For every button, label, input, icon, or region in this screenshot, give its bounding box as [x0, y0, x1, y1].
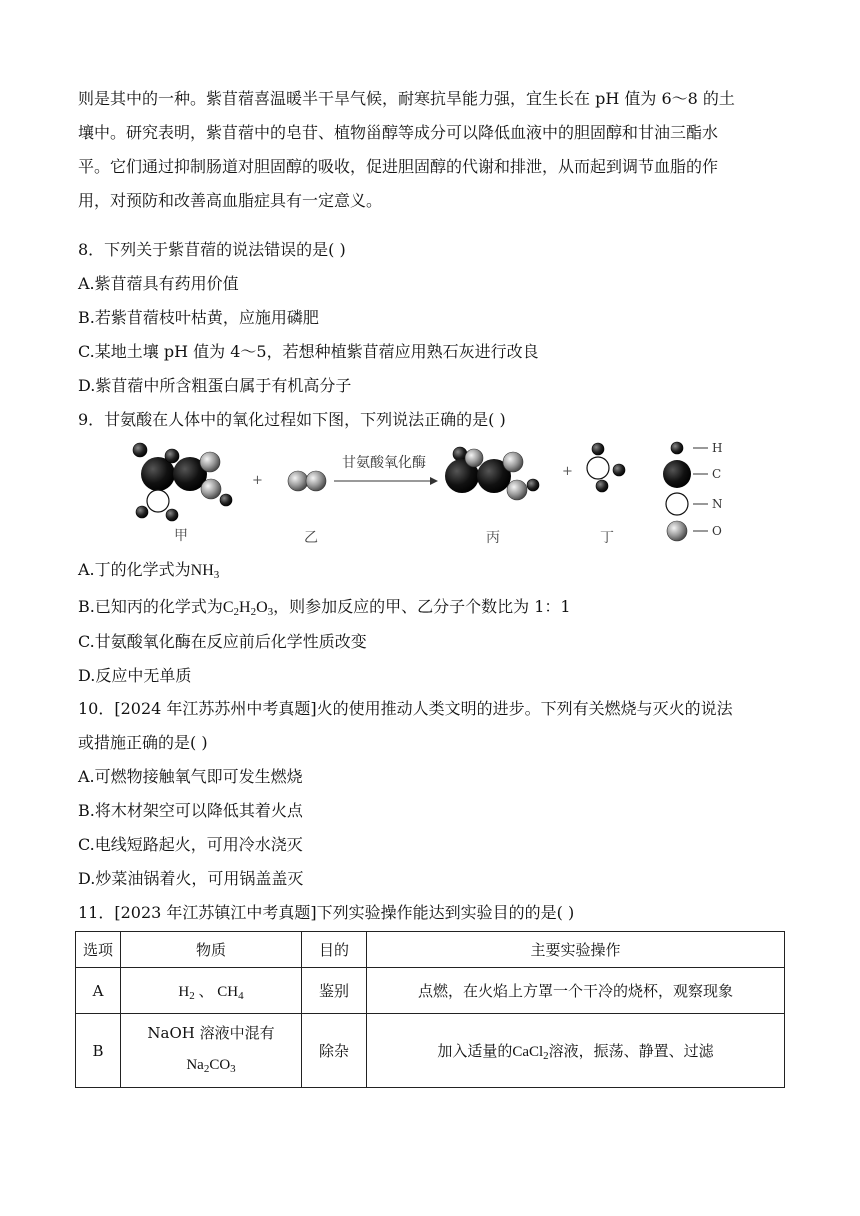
row-b-op-formula	[512, 1044, 548, 1060]
row-b-op-sub: 2	[543, 1049, 549, 1062]
q10-option-a: A.可燃物接触氧气即可发生燃烧	[78, 767, 303, 786]
q10-stem-line-2: 或措施正确的是( )	[78, 733, 208, 752]
row-a-sep: 、	[194, 983, 218, 1000]
intro-line-1: 则是其中的一种。紫苜蓿喜温暖半干旱气候，耐寒抗旱能力强，宜生长在 pH 值为 6～8 的土	[78, 89, 735, 108]
reaction-arrow	[334, 477, 438, 485]
row-b-substance-line1: NaOH 溶液中混有	[147, 1023, 275, 1042]
row-a-substance	[121, 968, 302, 1014]
q8-stem: 8．下列关于紫苜蓿的说法错误的是( )	[78, 240, 346, 259]
row-b-f1: Na	[186, 1056, 204, 1073]
q8-option-b: B.若紫苜蓿枝叶枯黄，应施用磷肥	[78, 308, 319, 327]
intro-line-2: 壤中。研究表明，紫苜蓿中的皂苷、植物甾醇等成分可以降低血液中的胆固醇和甘油三酯水	[78, 123, 719, 142]
atom-legend	[663, 441, 723, 541]
q10-option-d: D.炒菜油锅着火，可用锅盖盖灭	[78, 869, 304, 888]
q9-option-b	[78, 595, 571, 624]
legend-n: N	[712, 497, 723, 511]
header-operation: 主要实验操作	[367, 932, 785, 968]
label-jia: 甲	[174, 528, 188, 544]
q10-stem-line-1: 10．[2024 年江苏苏州中考真题]火的使用推动人类文明的进步。下列有关燃烧与灭火的说法	[78, 699, 733, 718]
q9-b-formula	[223, 599, 273, 616]
row-a-s1-sub: 2	[189, 989, 195, 1002]
q9-a-text: A.丁的化学式为	[78, 560, 191, 579]
label-bing: 丙	[486, 530, 500, 546]
q9-b-s3: 3	[267, 606, 274, 618]
header-purpose: 目的	[302, 932, 367, 968]
molecule-ding	[587, 443, 625, 492]
legend-o: O	[712, 524, 722, 538]
label-ding: 丁	[600, 530, 614, 546]
table-row	[76, 968, 785, 1014]
q9-stem: 9．甘氨酸在人体中的氧化过程如下图，下列说法正确的是( )	[78, 410, 506, 429]
row-b-substance	[121, 1014, 302, 1088]
q9-b-f3: O	[256, 599, 268, 616]
molecule-bing	[445, 447, 539, 500]
table-row	[76, 1014, 785, 1088]
q9-b-post: ，则参加反应的甲、乙分子个数比为 1：1	[273, 597, 571, 616]
q10-option-b: B.将木材架空可以降低其着火点	[78, 801, 303, 820]
q8-option-d: D.紫苜蓿中所含粗蛋白属于有机高分子	[78, 376, 352, 395]
q9-b-f1: C	[222, 599, 234, 616]
q8-option-c: C.某地土壤 pH 值为 4～5，若想种植紫苜蓿应用熟石灰进行改良	[78, 342, 539, 361]
row-b-op-pre: 加入适量的	[437, 1041, 513, 1060]
q8-option-a: A.紫苜蓿具有药用价值	[78, 274, 239, 293]
row-b-f2: CO	[209, 1056, 231, 1073]
molecule-jia	[133, 443, 232, 521]
q9-a-formula-sub: 3	[213, 569, 220, 581]
row-b-op-f: CaCl	[512, 1043, 544, 1060]
plus-sign-1: +	[252, 473, 263, 488]
reaction-diagram	[120, 436, 740, 552]
q9-option-a	[78, 558, 219, 587]
q9-option-c: C.甘氨酸氧化酶在反应前后化学性质改变	[78, 632, 367, 651]
intro-line-4: 用，对预防和改善高血脂症具有一定意义。	[78, 191, 383, 210]
row-b-substance-formula	[125, 1049, 297, 1085]
q11-stem: 11．[2023 年江苏镇江中考真题]下列实验操作能达到实验目的的是( )	[78, 903, 575, 922]
q9-b-s2: 2	[250, 606, 257, 618]
row-a-option: A	[76, 968, 121, 1014]
label-yi: 乙	[304, 530, 318, 546]
header-substance: 物质	[121, 932, 302, 968]
experiment-table	[75, 931, 785, 1088]
row-a-s2: CH	[217, 983, 239, 1000]
row-a-s1: H	[178, 983, 190, 1000]
row-b-f2-sub: 3	[230, 1062, 236, 1075]
q10-option-c: C.电线短路起火，可用冷水浇灭	[78, 835, 303, 854]
molecule-yi	[288, 471, 326, 491]
intro-line-3: 平。它们通过抑制肠道对胆固醇的吸收，促进胆固醇的代谢和排泄，从而起到调节血脂的作	[78, 157, 719, 176]
row-b-purpose: 除杂	[302, 1014, 367, 1088]
q9-b-f2: H	[239, 599, 251, 616]
legend-c: C	[712, 467, 722, 481]
row-a-operation: 点燃，在火焰上方罩一个干冷的烧杯，观察现象	[367, 968, 785, 1014]
q9-option-d: D.反应中无单质	[78, 666, 192, 685]
row-a-purpose: 鉴别	[302, 968, 367, 1014]
row-b-operation	[367, 1014, 785, 1088]
q9-a-formula	[191, 562, 220, 579]
plus-sign-2: +	[562, 464, 573, 479]
q9-b-s1: 2	[233, 606, 240, 618]
q9-a-formula-main: NH	[190, 562, 214, 579]
q9-b-text: B.已知丙的化学式为	[78, 597, 223, 616]
row-b-op-post: 溶液，振荡、静置、过滤	[548, 1041, 714, 1060]
enzyme-label: 甘氨酸氧化酶	[342, 455, 426, 471]
row-b-option: B	[76, 1014, 121, 1088]
row-b-f1-sub: 2	[203, 1062, 210, 1075]
legend-h: H	[712, 441, 723, 455]
header-option: 选项	[76, 932, 121, 968]
table-header-row	[76, 932, 785, 968]
row-a-s2-sub: 4	[238, 989, 244, 1002]
